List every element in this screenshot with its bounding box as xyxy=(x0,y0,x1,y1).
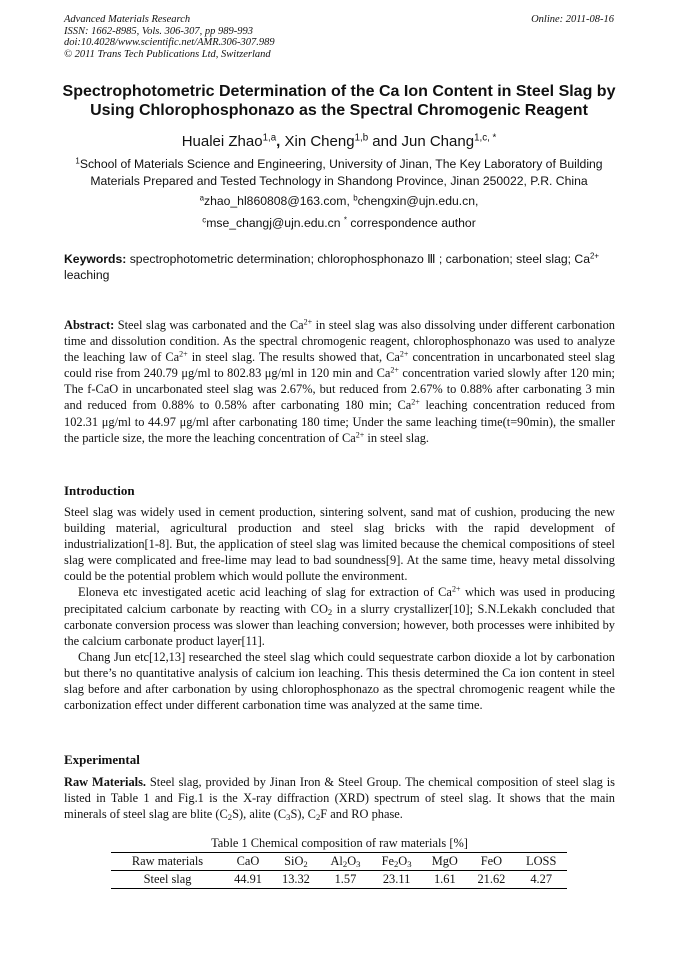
doi-line: doi:10.4028/www.scientific.net/AMR.306-307.989 xyxy=(64,37,275,48)
experimental-text: S), C xyxy=(290,807,316,822)
keywords-text: spectrophotometric determination; chlorophosphonazo Ⅲ ; carbonation; steel slag; Ca xyxy=(126,252,590,266)
ion-charge: 2+ xyxy=(589,251,600,261)
abstract-label: Abstract: xyxy=(64,318,115,332)
intro-text: in a slurry crystallizer[10]; S.N.Lekakh concluded that carbonate conversion process was slower than leaching conversion; however, both processes were inhibited by the calcium carbonate product layer[11]. xyxy=(64,601,615,648)
abstract-text: in steel slag. xyxy=(364,430,430,445)
affiliation-line-1: School of Materials Science and Engineering, University of Jinan, The Key Laboratory of Building xyxy=(79,157,603,171)
experimental-heading: Experimental xyxy=(64,752,140,767)
author-separator: and xyxy=(368,133,402,150)
paper-title xyxy=(40,82,638,120)
table-cell: 21.62 xyxy=(477,872,506,886)
table-caption: Table 1 Chemical composition of raw materials [%] xyxy=(211,836,468,850)
table-cell: Steel slag xyxy=(143,872,192,886)
affiliation-line-2: Materials Prepared and Tested Technology in Shandong Province, Jinan 250022, P.R. China xyxy=(90,174,588,188)
intro-paragraph-3: Chang Jun etc[12,13] researched the steel slag which could sequestrate carbon dioxide a lot by carbonation but there’s no quantitative analysis of calcium ion leaching. This thesis determined the Ca ion content in steel slag before and after carbonation by using chlorophosphonazo as the spectral chromogenic reagent while the carbonization effect under different carbonation time was analyzed at the same time. xyxy=(64,649,615,713)
keywords-tail: leaching xyxy=(64,268,110,282)
abstract-text: concentration varied slowly after 120 min; The f-CaO in uncarbonated steel slag was 2.67%, but reduced from 2.67% to 0.88% after carbonating 3 min and reduced from 0.88% to 0.58% after carbonating 180 min; Ca xyxy=(64,366,615,413)
abstract-text: concentration in uncarbonated steel slag could rise from 240.79 μg/ml to 802.83 μg/ml in 120 min and Ca xyxy=(64,350,615,381)
intro-paragraph-2 xyxy=(64,584,615,648)
abstract-text: in steel slag was also dissolving under different carbonation time and dissolution condition. As the spectral chromogenic reagent, chlorophosphonazo was used to analyze the leaching law of Ca xyxy=(64,318,615,365)
online-date: Online: 2011-08-16 xyxy=(531,14,614,25)
intro-paragraph-1: Steel slag was widely used in cement production, sintering solvent, sand mat of cushion, producing the new building material, agricultural production and steel slag bricks with the rapid development of industrialization[1-8]. But, the application of steel slag was limited because the chemical compositions of steel slag were complicated and free-lime may lead to bad soundness[9]. At the same time, heavy metal dissolving could be the potential problem which would pollute the environment. xyxy=(64,505,615,584)
ion-charge: 2+ xyxy=(451,585,461,595)
abstract-text: in steel slag. The results showed that, Ca xyxy=(187,350,400,365)
raw-materials-paragraph xyxy=(64,774,615,822)
author-name: Xin Cheng xyxy=(284,133,355,150)
table-cell: 23.11 xyxy=(382,872,411,886)
email-marker: c xyxy=(202,215,207,225)
author-marker: 1,b xyxy=(354,132,369,144)
ion-charge: 2+ xyxy=(411,398,420,408)
col-header: SiO$_2$ xyxy=(284,854,308,870)
formula-subscript: 2 xyxy=(227,812,233,823)
introduction-body xyxy=(64,504,615,713)
formula-subscript: 3 xyxy=(286,812,291,823)
email-marker: b xyxy=(353,193,358,203)
col-header: CaO xyxy=(236,854,260,868)
affiliation xyxy=(64,156,614,190)
email-line-1 xyxy=(40,194,638,208)
table-cell: 44.91 xyxy=(234,872,262,886)
col-header: FeO xyxy=(480,854,503,868)
experimental-text: S), alite (C xyxy=(232,807,287,822)
author-name: Jun Chang xyxy=(401,133,475,150)
journal-header xyxy=(64,14,275,60)
correspondence-note: correspondence author xyxy=(347,216,476,230)
author-list xyxy=(40,133,638,150)
formula-subscript: 2 xyxy=(315,812,321,823)
ion-charge: 2+ xyxy=(399,349,409,359)
experimental-text: F and RO phase. xyxy=(320,807,403,822)
abstract xyxy=(64,317,615,446)
formula-subscript: 2 xyxy=(327,606,333,617)
abstract-text: Steel slag was carbonated and the Ca xyxy=(114,318,304,332)
journal-name: Advanced Materials Research xyxy=(64,14,191,25)
title-line-2: Using Chlorophosphonazo as the Spectral Chromogenic Reagent xyxy=(90,102,588,119)
table-cell: 1.57 xyxy=(334,872,357,886)
ion-charge: 2+ xyxy=(303,317,313,327)
intro-text: which was used in producing precipitated calcium carbonate by reacting with CO xyxy=(64,585,615,616)
raw-materials-label: Raw Materials. xyxy=(64,775,147,789)
table-cell: 4.27 xyxy=(530,872,553,886)
table-cell: 13.32 xyxy=(282,872,310,886)
table-header-row xyxy=(111,853,567,871)
col-header: LOSS xyxy=(526,854,557,868)
col-header: $Al_2O_3$ xyxy=(330,854,361,870)
col-header: $Fe_2O_3$ xyxy=(381,854,412,870)
affiliation-marker: 1 xyxy=(75,156,80,166)
author-separator: , xyxy=(276,133,285,150)
table-row xyxy=(111,871,567,889)
abstract-text: leaching concentration reduced from 102.31 μg/ml to 44.97 μg/ml after carbonating 180 time; Under the same leaching time(t=90min), the smaller the particle size, the more the leaching concentration of Ca xyxy=(64,398,615,445)
copyright-line: © 2011 Trans Tech Publications Ltd, Switzerland xyxy=(64,48,271,60)
ion-charge: 2+ xyxy=(390,365,399,375)
title-line-1: Spectrophotometric Determination of the Ca Ion Content in Steel Slag by xyxy=(62,83,616,100)
ion-charge: 2+ xyxy=(179,349,188,359)
intro-text: Eloneva etc investigated acetic acid leaching of slag for extraction of Ca xyxy=(78,585,452,600)
email-line-2 xyxy=(40,216,638,230)
keywords xyxy=(64,251,616,283)
experimental-text: Steel slag, provided by Jinan Iron & Steel Group. The chemical composition of steel slag is listed in Table 1 and Fig.1 is the X-ray diffraction (XRD) spectrum of steel slag. It shows that the main minerals of steel slag are blite (C xyxy=(64,775,615,822)
email-a: zhao_hl860808@163.com, xyxy=(203,194,354,208)
keywords-label: Keywords: xyxy=(64,252,127,266)
issn-line: ISSN: 1662-8985, Vols. 306-307, pp 989-993 xyxy=(64,25,253,37)
corresponding-star: * xyxy=(343,215,348,225)
composition-table xyxy=(111,852,567,889)
email-c: mse_changj@ujn.edu.cn xyxy=(206,216,344,230)
email-marker: a xyxy=(199,193,204,203)
author-marker: 1,c, * xyxy=(474,132,497,144)
author-marker: 1,a xyxy=(262,132,277,144)
email-b: chengxin@ujn.edu.cn, xyxy=(357,194,479,208)
col-header: Raw materials xyxy=(131,854,204,868)
ion-charge: 2+ xyxy=(355,430,365,440)
introduction-heading: Introduction xyxy=(64,483,135,498)
table-cell: 1.61 xyxy=(433,872,456,886)
col-header: MgO xyxy=(431,854,458,868)
author-name: Hualei Zhao xyxy=(181,133,263,150)
